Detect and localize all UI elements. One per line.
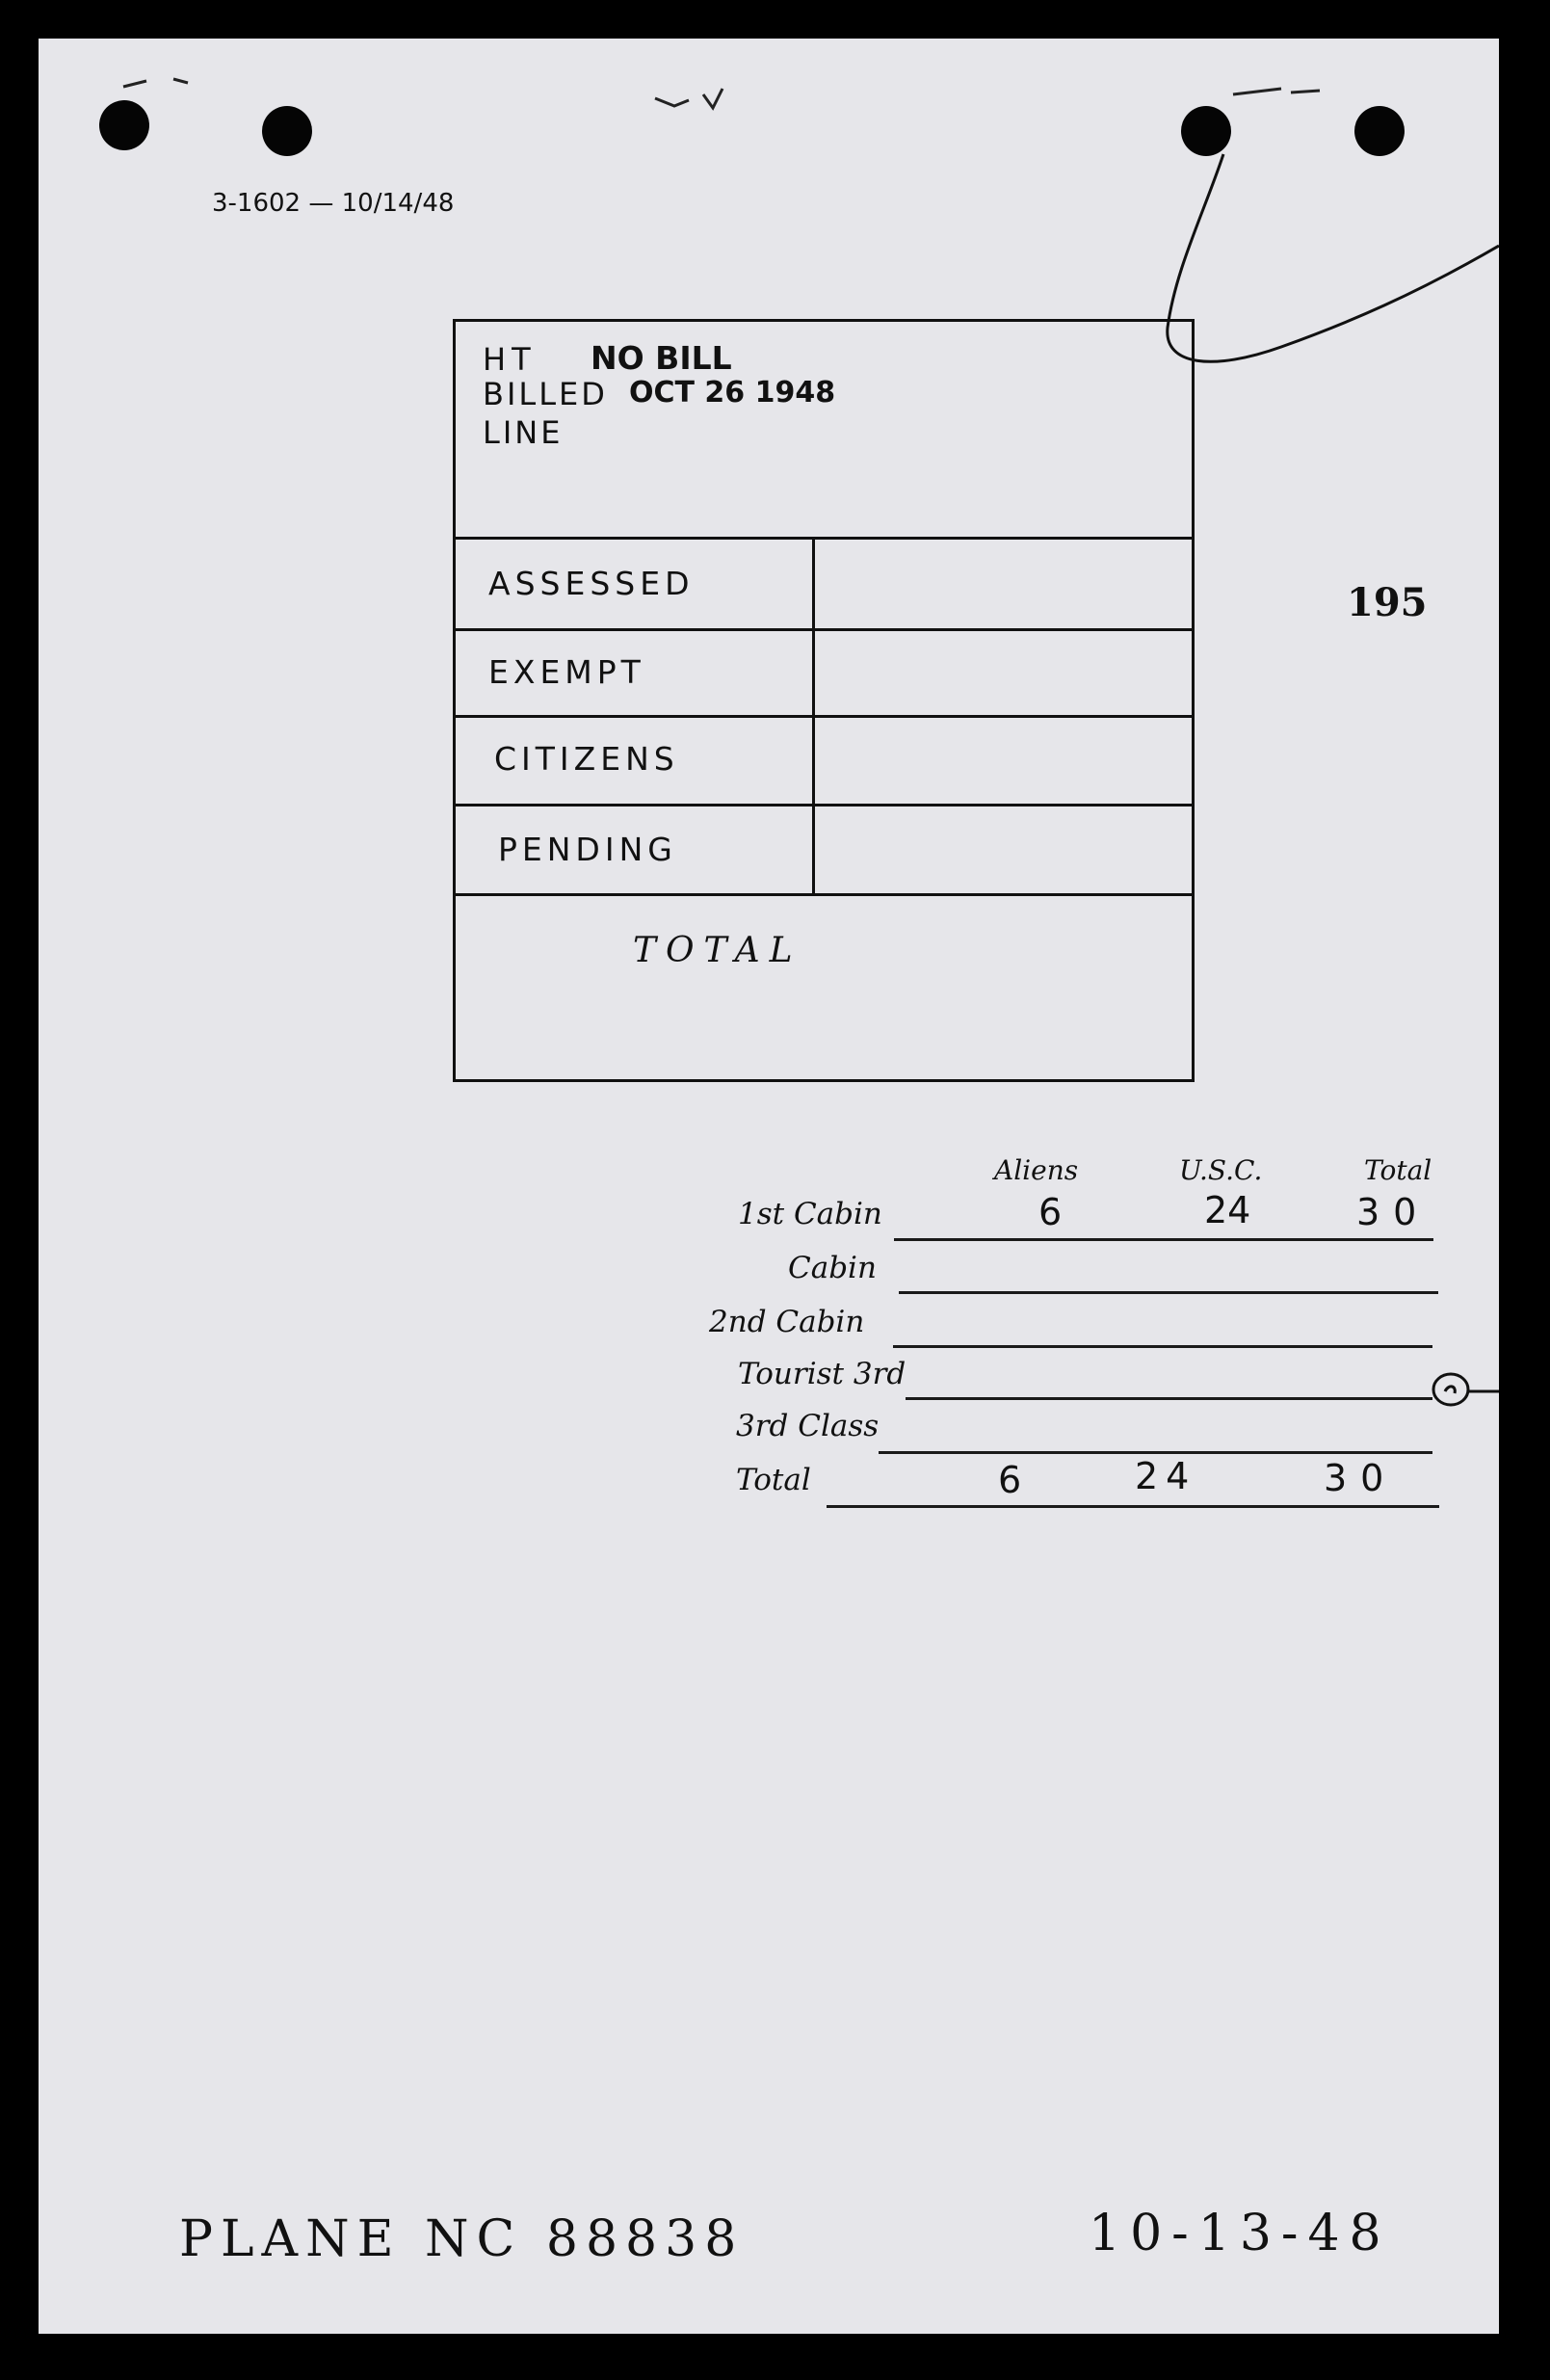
rule-2nd-cabin bbox=[893, 1345, 1432, 1348]
box-divider-2 bbox=[456, 628, 1192, 631]
plane-designation: PLANE NC 88838 bbox=[179, 2210, 745, 2268]
file-ref-number: 3-1602 bbox=[212, 189, 302, 218]
no-bill-stamp: NO BILL bbox=[591, 339, 732, 377]
assessment-stamp-box bbox=[453, 319, 1195, 1082]
file-ref-date: 10/14/48 bbox=[341, 189, 455, 218]
box-divider-1 bbox=[456, 537, 1192, 540]
row-total-label: Total bbox=[736, 1463, 811, 1497]
rule-total bbox=[827, 1505, 1439, 1508]
first-cabin-aliens: 6 bbox=[1038, 1191, 1063, 1233]
box-divider-4 bbox=[456, 804, 1192, 807]
rule-tourist-3rd bbox=[906, 1397, 1432, 1400]
box-divider-5 bbox=[456, 893, 1192, 896]
box-divider-3 bbox=[456, 715, 1192, 718]
file-ref-dash: — bbox=[308, 189, 342, 218]
rule-1st-cabin bbox=[894, 1238, 1433, 1241]
header-line-line: LINE bbox=[483, 414, 564, 451]
stamp-date: OCT 26 1948 bbox=[629, 376, 836, 410]
total-usc: 24 bbox=[1135, 1455, 1197, 1497]
document-page bbox=[39, 39, 1499, 2334]
circled-mark bbox=[1426, 1362, 1499, 1420]
total-label: TOTAL bbox=[633, 931, 802, 970]
row-tourist-3rd-label: Tourist 3rd bbox=[738, 1357, 906, 1391]
row-label-assessed: ASSESSED bbox=[488, 565, 695, 602]
row-label-exempt: EXEMPT bbox=[488, 653, 645, 691]
row-label-pending: PENDING bbox=[498, 831, 677, 868]
first-cabin-total: 30 bbox=[1356, 1191, 1431, 1233]
total-aliens: 6 bbox=[998, 1459, 1022, 1501]
row-2nd-cabin-label: 2nd Cabin bbox=[709, 1305, 865, 1339]
row-1st-cabin-label: 1st Cabin bbox=[738, 1197, 882, 1231]
first-cabin-usc: 24 bbox=[1204, 1189, 1251, 1231]
header-line-billed: BILLED bbox=[483, 376, 608, 412]
col-head-total: Total bbox=[1364, 1154, 1432, 1186]
box-column-divider bbox=[812, 537, 815, 895]
rule-3rd-class bbox=[879, 1451, 1432, 1454]
col-head-aliens: Aliens bbox=[994, 1154, 1079, 1186]
page-number: 195 bbox=[1347, 580, 1428, 625]
col-head-usc: U.S.C. bbox=[1179, 1154, 1263, 1186]
row-label-citizens: CITIZENS bbox=[494, 740, 679, 778]
footer-date: 10-13-48 bbox=[1089, 2205, 1391, 2262]
header-line-ht: HT bbox=[483, 341, 537, 378]
row-3rd-class-label: 3rd Class bbox=[736, 1409, 880, 1443]
file-reference bbox=[212, 189, 454, 218]
total-total: 30 bbox=[1324, 1457, 1398, 1499]
rule-cabin bbox=[899, 1291, 1438, 1294]
row-cabin-label: Cabin bbox=[788, 1251, 877, 1285]
